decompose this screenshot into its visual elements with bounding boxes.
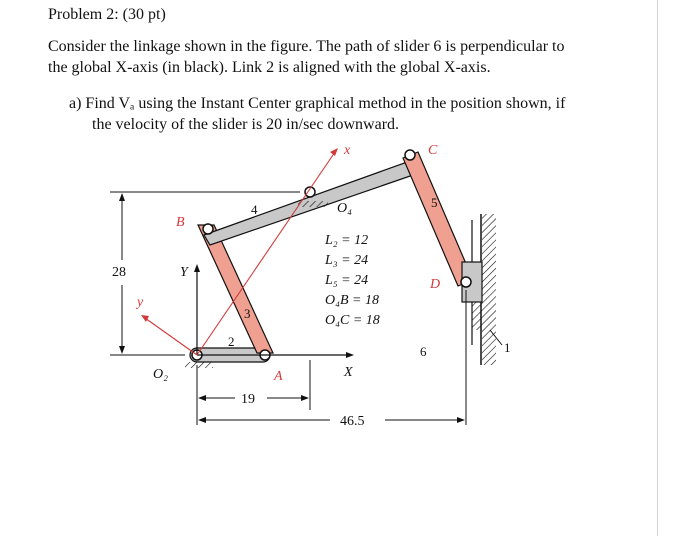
dim-height-label: 28 [112,265,126,280]
spec-l5: L₅ = 24 [325,273,369,288]
label-y-local: y [137,295,144,310]
spec-l3: L₃ = 24 [325,253,369,268]
label-link-6: 6 [420,344,427,359]
spec-l2: L₂ = 12 [325,233,369,248]
label-link-3: 3 [244,306,251,321]
label-y-global: Y [180,265,188,280]
label-x-global: X [344,365,353,380]
problem-title: Problem 2: (30 pt) [48,6,166,23]
label-link-5: 5 [431,195,438,210]
spec-o4b: O₄B = 18 [325,293,379,308]
ground-o2 [185,362,213,368]
part-a-line-2: the velocity of the slider is 20 in/sec downward. [92,116,400,133]
spec-list [324,233,380,328]
label-a: A [274,369,283,384]
label-b: B [176,215,185,230]
label-o4: O₄ [337,201,352,216]
ground-wall [481,214,496,365]
dim-19-label: 19 [241,392,255,407]
pin-c [405,150,415,160]
spec-o4c: O₄C = 18 [325,313,380,328]
label-d: D [430,277,441,292]
statement-line-1: Consider the linkage shown in the figure. The path of slider 6 is perpendicular to [48,38,565,55]
label-link-4: 4 [251,202,258,217]
local-axes [141,148,338,355]
label-o2: O₂ [153,367,168,382]
statement-line-2: the global X-axis (in black). Link 2 is aligned with the global X-axis. [48,59,491,76]
part-a-line-1: a) Find Vₐ using the Instant Center graphical method in the position shown, if [69,95,566,112]
label-x-local: x [344,143,351,158]
pin-b [203,224,213,234]
label-link-1: 1 [504,340,511,355]
label-c: C [428,143,438,158]
ground-o4 [298,201,328,207]
dim-46-5-label: 46.5 [340,414,365,429]
pin-d [461,277,471,287]
label-link-2: 2 [228,334,235,349]
